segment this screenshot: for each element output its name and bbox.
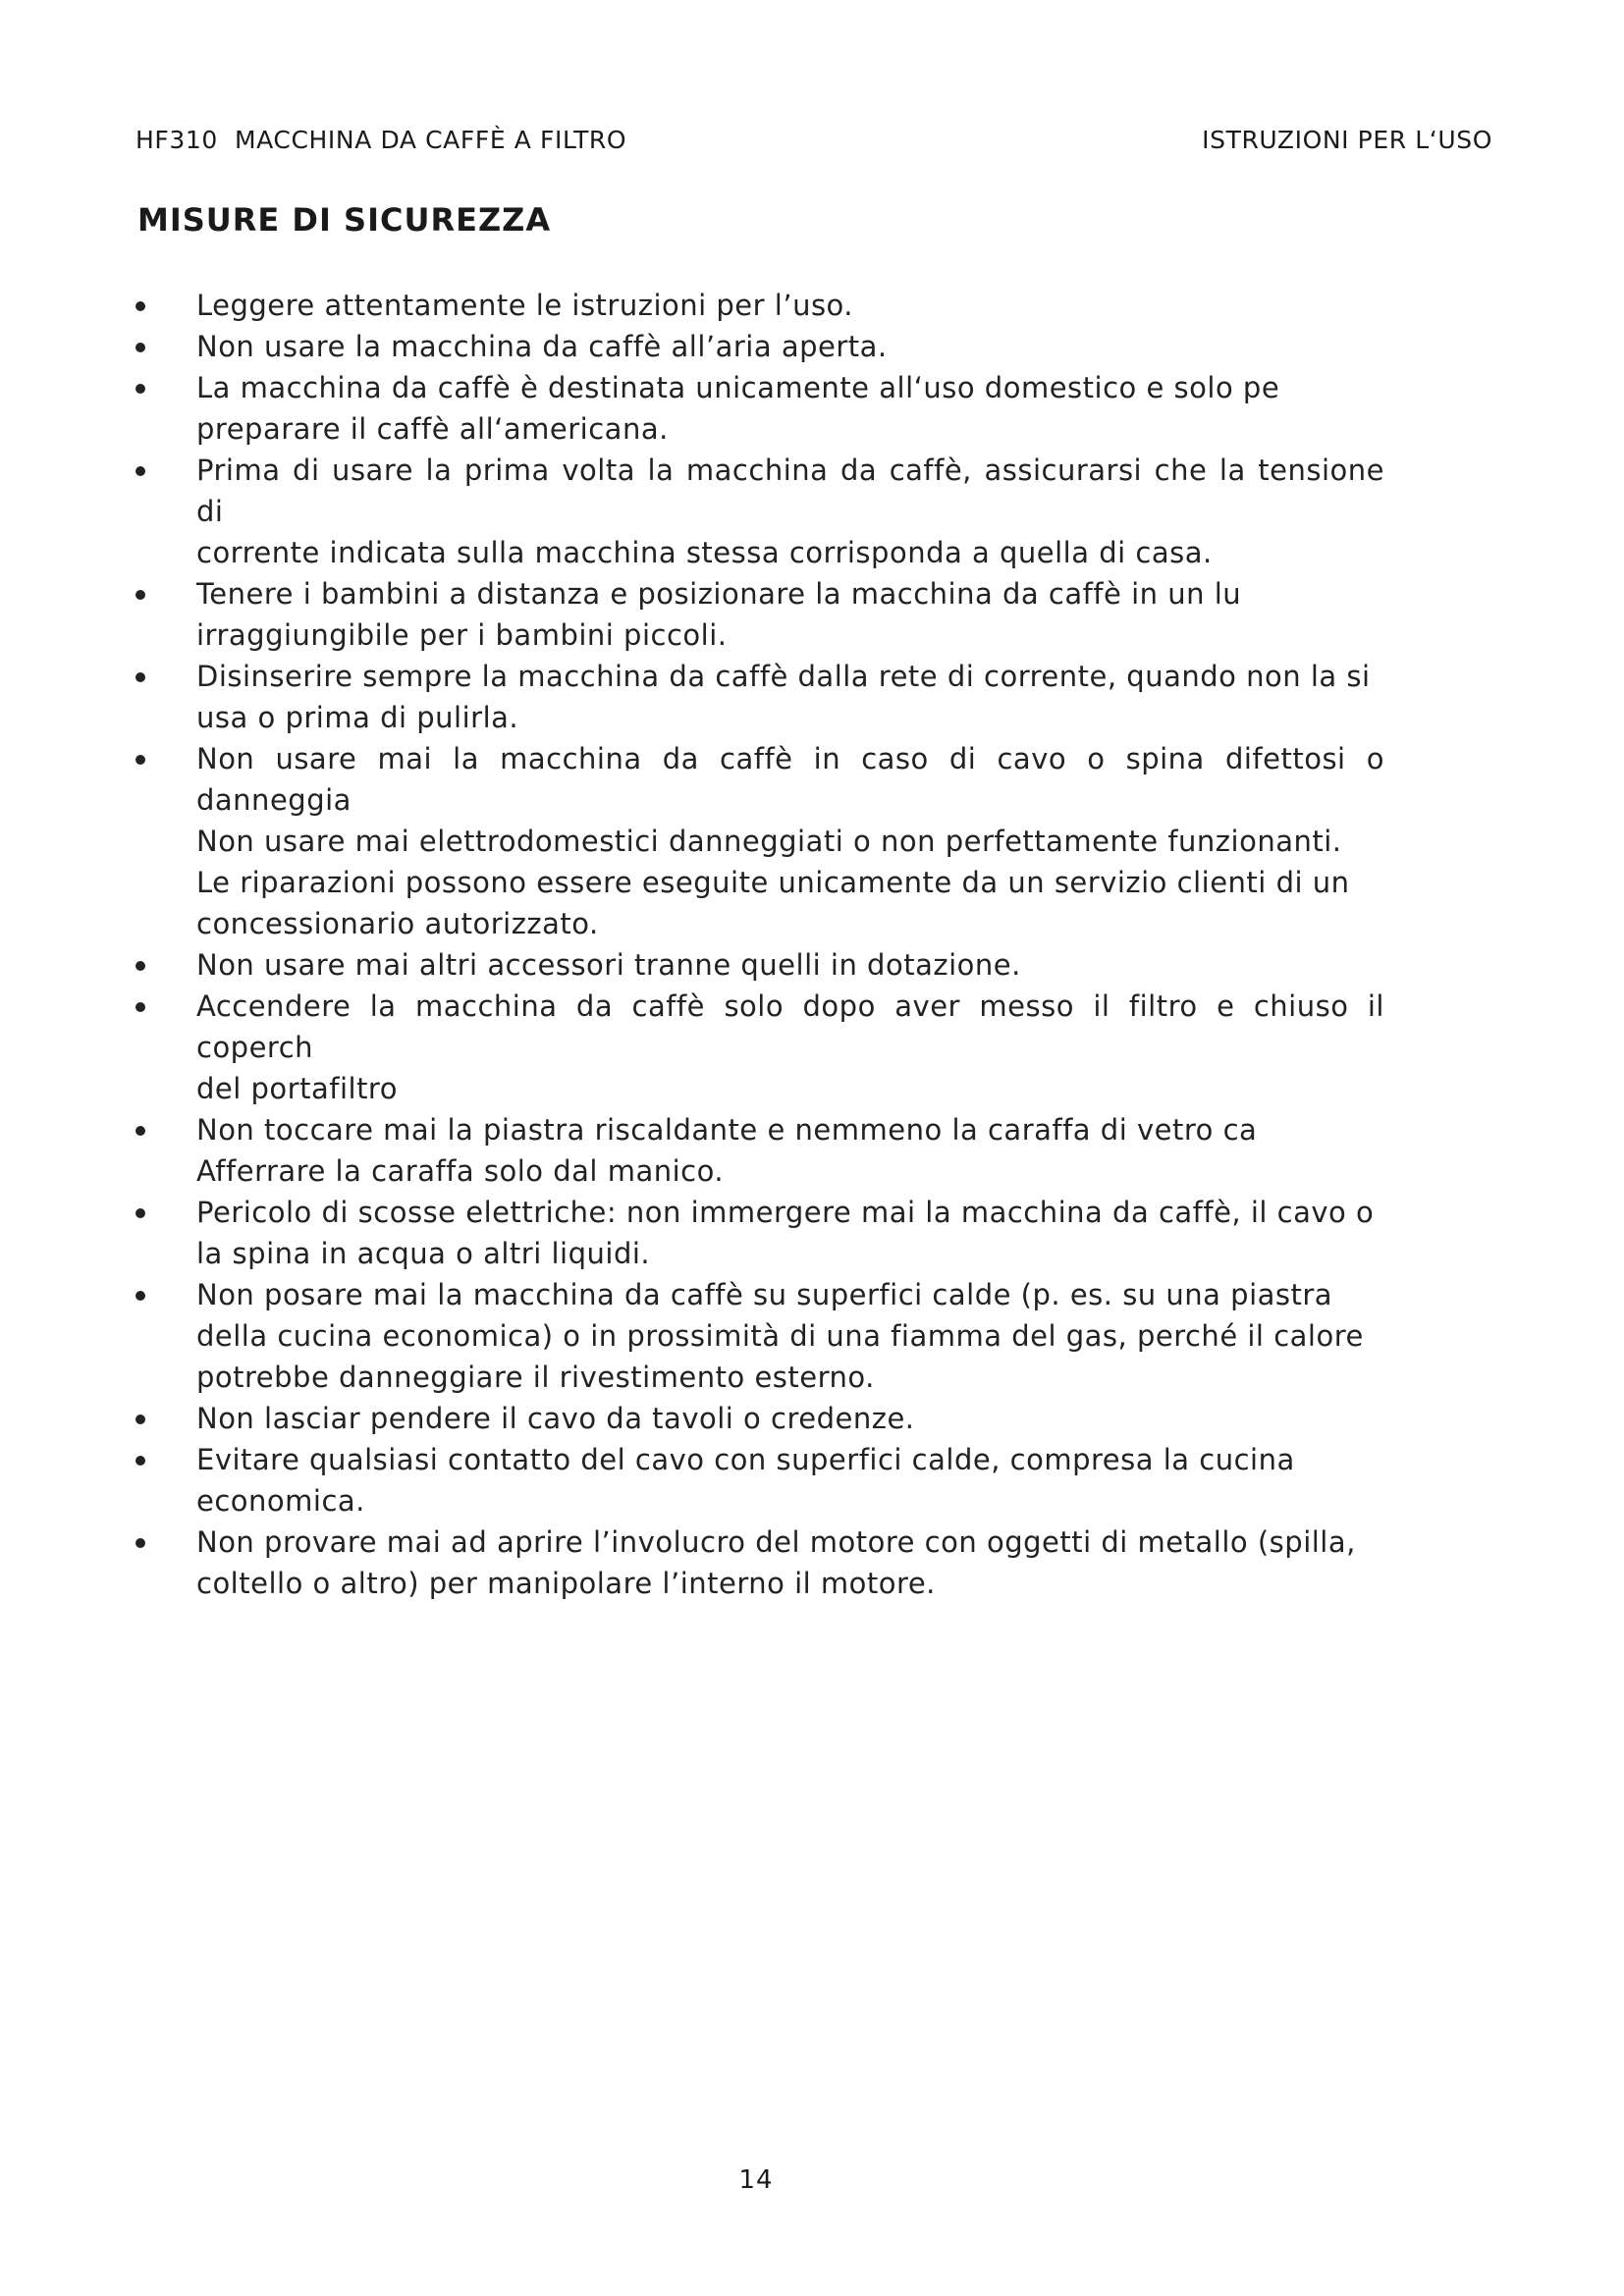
list-item-text: Non posare mai la macchina da caffè su superfici calde (p. es. su una piastra della cucina economica) o in prossimità di una fiamma del gas, perché il calore potrebbe danneggiare il rivestimento esterno.: [196, 1278, 1364, 1394]
list-item: [128, 367, 1384, 450]
list-item-text: Non usare mai altri accessori tranne quelli in dotazione.: [196, 948, 1021, 982]
bullet-icon: [135, 1456, 145, 1466]
bullet-icon: [135, 1208, 145, 1218]
list-item-text: Accendere la macchina da caffè solo dopo aver messo il filtro e chiuso il coperch del portafiltro: [196, 989, 1384, 1105]
list-item: [128, 285, 1384, 326]
bullet-icon: [135, 1126, 145, 1136]
list-item-text: Non toccare mai la piastra riscaldante e nemmeno la caraffa di vetro ca Afferrare la caraffa solo dal manico.: [196, 1113, 1258, 1188]
bullet-icon: [135, 384, 145, 394]
bullet-icon: [135, 1291, 145, 1301]
bullet-icon: [135, 343, 145, 352]
page-number: 14: [738, 2165, 774, 2195]
list-item: [128, 944, 1384, 986]
list-item: [128, 1522, 1384, 1604]
bullet-icon: [135, 1538, 145, 1548]
list-item-text: Pericolo di scosse elettriche: non immergere mai la macchina da caffè, il cavo o la spina in acqua o altri liquidi.: [196, 1196, 1375, 1270]
list-item-text: Disinserire sempre la macchina da caffè dalla rete di corrente, quando non la si usa o prima di pulirla.: [196, 660, 1371, 734]
bullet-icon: [135, 1002, 145, 1012]
section-title: MISURE DI SICUREZZA: [137, 201, 552, 239]
bullet-icon: [135, 672, 145, 682]
list-item: [128, 573, 1384, 656]
header-product-title: HF310 MACCHINA DA CAFFÈ A FILTRO: [135, 126, 627, 154]
list-item: [128, 1398, 1384, 1439]
list-item: [128, 1439, 1384, 1522]
list-item-text: Prima di usare la prima volta la macchina da caffè, assicurarsi che la tensione di corrente indicata sulla macchina stessa corrisponda a quella di casa.: [196, 454, 1384, 569]
list-item: [128, 1274, 1384, 1398]
list-item: [128, 738, 1384, 944]
list-item: [128, 326, 1384, 367]
list-item-text: Non usare la macchina da caffè all’aria aperta.: [196, 330, 888, 363]
bullet-icon: [135, 301, 145, 311]
bullet-icon: [135, 466, 145, 476]
list-item-text: Leggere attentamente le istruzioni per l’uso.: [196, 289, 854, 322]
list-item: [128, 1192, 1384, 1274]
list-item: [128, 450, 1384, 573]
list-item-text: Evitare qualsiasi contatto del cavo con superfici calde, compresa la cucina economica.: [196, 1443, 1295, 1518]
list-item: [128, 986, 1384, 1109]
bullet-icon: [135, 1415, 145, 1424]
page-header: [135, 126, 1492, 161]
list-item-text: Non provare mai ad aprire l’involucro del motore con oggetti di metallo (spilla, coltello o altro) per manipolare l’interno il motore.: [196, 1525, 1356, 1600]
list-item-text: Non usare mai la macchina da caffè in caso di cavo o spina difettosi o danneggia Non usare mai elettrodomestici danneggiati o non perfettamente funzionanti. Le riparazioni possono essere eseguite unicamente da un servizio clienti di un concessionario autorizzato.: [196, 742, 1384, 940]
safety-list: [128, 285, 1384, 1604]
header-section-label: ISTRUZIONI PER L‘USO: [1202, 126, 1492, 154]
list-item-text: Tenere i bambini a distanza e posizionare la macchina da caffè in un lu irraggiungibile per i bambini piccoli.: [196, 577, 1242, 652]
bullet-icon: [135, 755, 145, 765]
bullet-icon: [135, 961, 145, 971]
list-item-text: La macchina da caffè è destinata unicamente all‘uso domestico e solo pe preparare il caffè all‘americana.: [196, 371, 1280, 446]
bullet-icon: [135, 590, 145, 600]
list-item: [128, 656, 1384, 738]
list-item-text: Non lasciar pendere il cavo da tavoli o credenze.: [196, 1402, 915, 1435]
safety-list-container: [128, 285, 1384, 1600]
list-item: [128, 1109, 1384, 1192]
